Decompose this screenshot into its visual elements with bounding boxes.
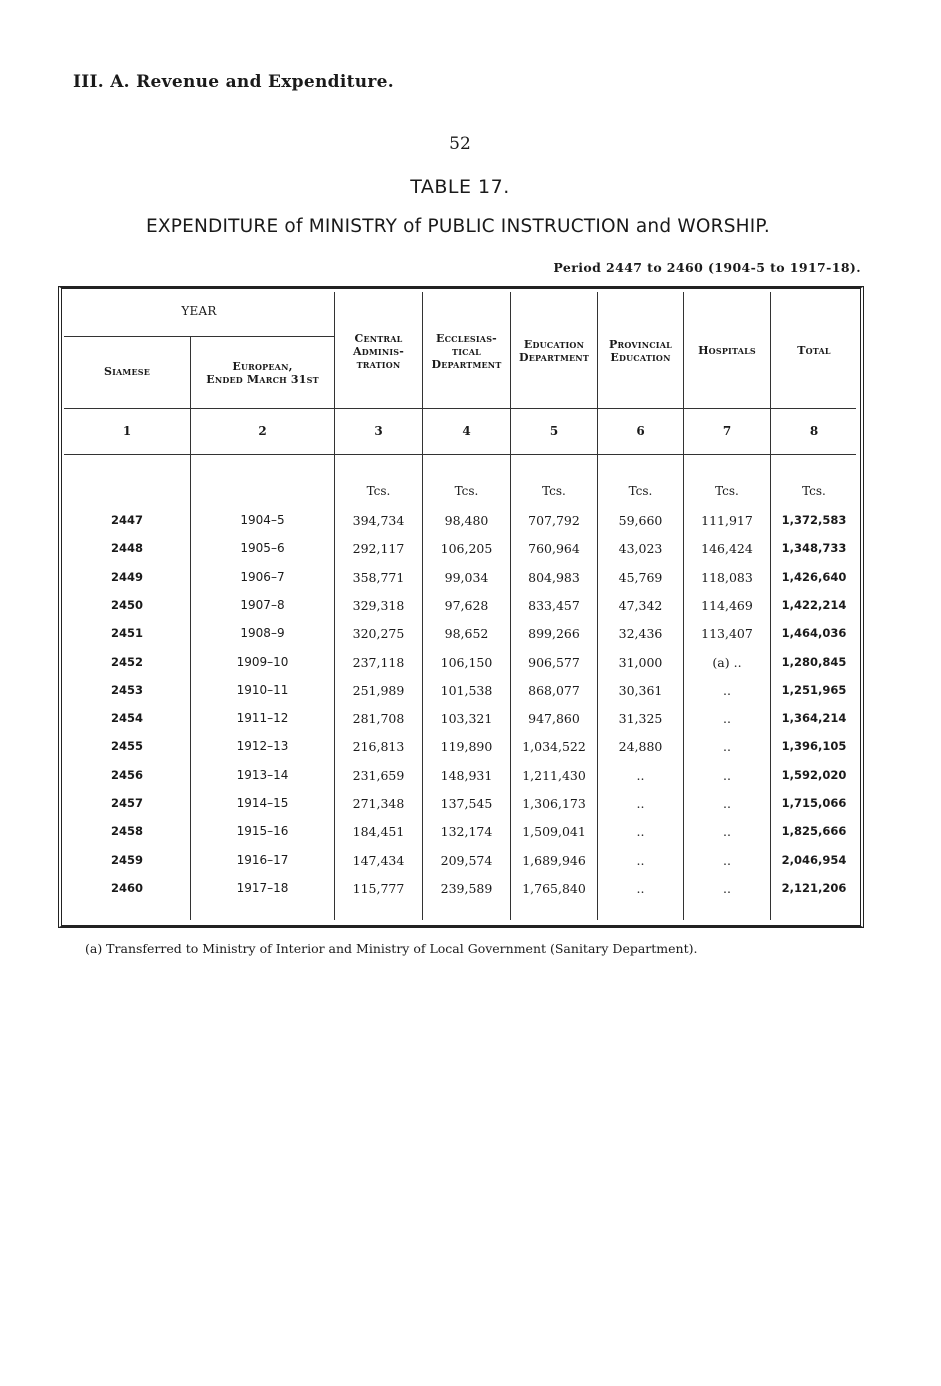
cell-edu: 804,983 [528, 570, 580, 585]
cell-total: 1,280,845 [781, 655, 847, 669]
main-title: EXPENDITURE of MINISTRY of PUBLIC INSTRUCTION and WORSHIP. [146, 216, 770, 237]
cell-central: 216,813 [352, 739, 405, 754]
cell-siamese: 2459 [110, 853, 143, 867]
cell-total: 1,426,640 [781, 570, 847, 584]
unit-total: Tcs. [802, 484, 826, 498]
cell-central: 358,771 [352, 570, 405, 585]
cell-edu: 906,577 [528, 655, 580, 670]
cell-eccl: 119,890 [440, 739, 493, 754]
cell-siamese: 2447 [110, 513, 143, 527]
cell-hosp: (a) .. [712, 655, 742, 670]
cell-siamese: 2451 [110, 626, 143, 640]
header-eccl-2: tical [452, 345, 481, 358]
cell-eccl: 106,150 [440, 655, 493, 670]
cell-siamese: 2454 [110, 711, 143, 725]
cell-edu: 1,034,522 [522, 739, 586, 754]
cell-total: 1,825,666 [781, 824, 847, 838]
cell-prov: 59,660 [618, 513, 663, 528]
cell-total: 1,251,965 [781, 683, 847, 697]
header-edu-2: Department [519, 351, 589, 364]
cell-eccl: 98,480 [444, 513, 489, 528]
unit-hosp: Tcs. [715, 484, 739, 498]
cell-prov: 31,325 [618, 711, 663, 726]
cell-prov: .. [636, 853, 645, 868]
cell-eccl: 103,321 [440, 711, 493, 726]
cell-edu: 1,211,430 [522, 768, 586, 783]
cell-edu: 1,306,173 [522, 796, 586, 811]
cell-hosp: 113,407 [701, 626, 753, 641]
cell-central: 320,275 [352, 626, 405, 641]
cell-edu: 760,964 [528, 541, 580, 556]
cell-hosp: .. [723, 739, 731, 754]
cell-hosp: .. [723, 796, 731, 811]
cell-siamese: 2448 [110, 541, 143, 555]
cell-prov: 31,000 [618, 655, 663, 670]
cell-edu: 1,689,946 [522, 853, 586, 868]
header-prov-1: Provincial [609, 338, 672, 351]
cell-edu: 899,266 [528, 626, 580, 641]
cell-european: 1904–5 [240, 513, 285, 527]
cell-prov: .. [636, 824, 645, 839]
cell-hosp: .. [723, 711, 731, 726]
cell-siamese: 2450 [110, 598, 143, 612]
cell-european: 1908–9 [240, 626, 285, 640]
period-caption: Period 2447 to 2460 (1904-5 to 1917-18). [553, 260, 861, 275]
cell-total: 1,422,214 [781, 598, 847, 612]
cell-european: 1905–6 [240, 541, 285, 555]
cell-siamese: 2452 [110, 655, 143, 669]
unit-central: Tcs. [366, 484, 391, 498]
cell-eccl: 98,652 [444, 626, 489, 641]
cell-central: 251,989 [352, 683, 405, 698]
cell-european: 1909–10 [236, 655, 289, 669]
cell-hosp: .. [723, 824, 731, 839]
col-number-8: 8 [809, 424, 819, 438]
cell-edu: 868,077 [528, 683, 580, 698]
rule-year-under [64, 336, 334, 337]
cell-central: 184,451 [352, 824, 405, 839]
cell-european: 1907–8 [240, 598, 285, 612]
header-prov-2: Education [610, 351, 671, 364]
cell-eccl: 97,628 [444, 598, 489, 613]
cell-prov: 45,769 [618, 570, 663, 585]
col-number-7: 7 [722, 424, 732, 438]
cell-edu: 707,792 [528, 513, 580, 528]
cell-central: 281,708 [352, 711, 405, 726]
cell-total: 1,396,105 [781, 739, 847, 753]
cell-total: 2,046,954 [781, 853, 847, 867]
col-number-5: 5 [549, 424, 559, 438]
col-number-2: 2 [258, 424, 267, 438]
cell-total: 2,121,206 [781, 881, 847, 895]
header-central-1: Central [354, 332, 403, 345]
col-number-1: 1 [122, 424, 132, 438]
unit-eccl: Tcs. [454, 484, 479, 498]
cell-eccl: 209,574 [440, 853, 493, 868]
page-number: 52 [449, 134, 471, 154]
cell-total: 1,464,036 [781, 626, 847, 640]
cell-hosp: .. [723, 683, 731, 698]
unit-prov: Tcs. [628, 484, 653, 498]
cell-eccl: 132,174 [440, 824, 493, 839]
cell-total: 1,364,214 [781, 711, 847, 725]
cell-siamese: 2458 [110, 824, 143, 838]
header-edu-1: Education [523, 338, 585, 351]
cell-hosp: 111,917 [701, 513, 753, 528]
cell-siamese: 2456 [110, 768, 143, 782]
cell-european: 1911–12 [236, 711, 289, 725]
header-european-1: European, [232, 360, 293, 373]
cell-central: 115,777 [352, 881, 405, 896]
table-title: TABLE 17. [410, 176, 510, 198]
cell-eccl: 99,034 [444, 570, 489, 585]
cell-siamese: 2455 [110, 739, 143, 753]
cell-siamese: 2453 [110, 683, 143, 697]
cell-hosp: 114,469 [701, 598, 753, 613]
cell-eccl: 101,538 [440, 683, 493, 698]
header-year: YEAR [181, 304, 217, 318]
cell-edu: 1,509,041 [522, 824, 586, 839]
col-number-6: 6 [636, 424, 645, 438]
cell-siamese: 2460 [110, 881, 143, 895]
cell-prov: .. [636, 768, 645, 783]
rule-colnum-bottom [64, 454, 856, 455]
cell-hosp: .. [723, 768, 731, 783]
cell-edu: 1,765,840 [522, 881, 586, 896]
cell-european: 1915–16 [236, 824, 289, 838]
cell-central: 231,659 [352, 768, 405, 783]
section-heading: III. A. Revenue and Expenditure. [73, 72, 394, 92]
cell-edu: 833,457 [528, 598, 580, 613]
cell-prov: 32,436 [618, 626, 663, 641]
cell-prov: .. [636, 881, 645, 896]
header-siamese: Siamese [103, 365, 151, 378]
cell-hosp: 146,424 [701, 541, 753, 556]
header-total: Total [797, 344, 831, 357]
cell-eccl: 239,589 [440, 881, 493, 896]
cell-central: 271,348 [352, 796, 405, 811]
cell-central: 147,434 [352, 853, 405, 868]
cell-central: 394,734 [352, 513, 405, 528]
cell-prov: 24,880 [618, 739, 663, 754]
header-central-3: tration [356, 358, 401, 371]
header-hospitals: Hospitals [698, 344, 756, 357]
cell-european: 1906–7 [240, 570, 285, 584]
cell-total: 1,372,583 [781, 513, 847, 527]
cell-european: 1916–17 [236, 853, 289, 867]
cell-european: 1913–14 [236, 768, 289, 782]
unit-edu: Tcs. [542, 484, 566, 498]
cell-total: 1,348,733 [781, 541, 847, 555]
cell-european: 1912–13 [236, 739, 289, 753]
cell-prov: 43,023 [618, 541, 663, 556]
cell-hosp: .. [723, 853, 731, 868]
cell-central: 329,318 [352, 598, 405, 613]
cell-siamese: 2457 [110, 796, 143, 810]
col-number-4: 4 [462, 424, 471, 438]
header-central-2: Adminis- [352, 345, 405, 358]
cell-european: 1910–11 [236, 683, 289, 697]
cell-european: 1917–18 [236, 881, 289, 895]
cell-hosp: 118,083 [701, 570, 753, 585]
cell-european: 1914–15 [236, 796, 289, 810]
cell-central: 292,117 [352, 541, 405, 556]
cell-prov: .. [636, 796, 645, 811]
header-eccl-3: Department [431, 358, 502, 371]
cell-eccl: 106,205 [440, 541, 493, 556]
cell-total: 1,715,066 [781, 796, 847, 810]
cell-prov: 47,342 [618, 598, 663, 613]
cell-central: 237,118 [352, 655, 405, 670]
footnote: (a) Transferred to Ministry of Interior and Ministry of Local Government (Sanitary Department). [85, 941, 698, 956]
cell-siamese: 2449 [110, 570, 143, 584]
cell-total: 1,592,020 [781, 768, 847, 782]
cell-hosp: .. [723, 881, 731, 896]
rule-head-bottom [64, 408, 856, 409]
header-european-2: Ended March 31st [206, 373, 319, 386]
col-number-3: 3 [374, 424, 383, 438]
cell-edu: 947,860 [528, 711, 580, 726]
header-eccl-1: Ecclesias- [436, 332, 497, 345]
cell-eccl: 148,931 [440, 768, 493, 783]
cell-prov: 30,361 [618, 683, 663, 698]
cell-eccl: 137,545 [440, 796, 493, 811]
